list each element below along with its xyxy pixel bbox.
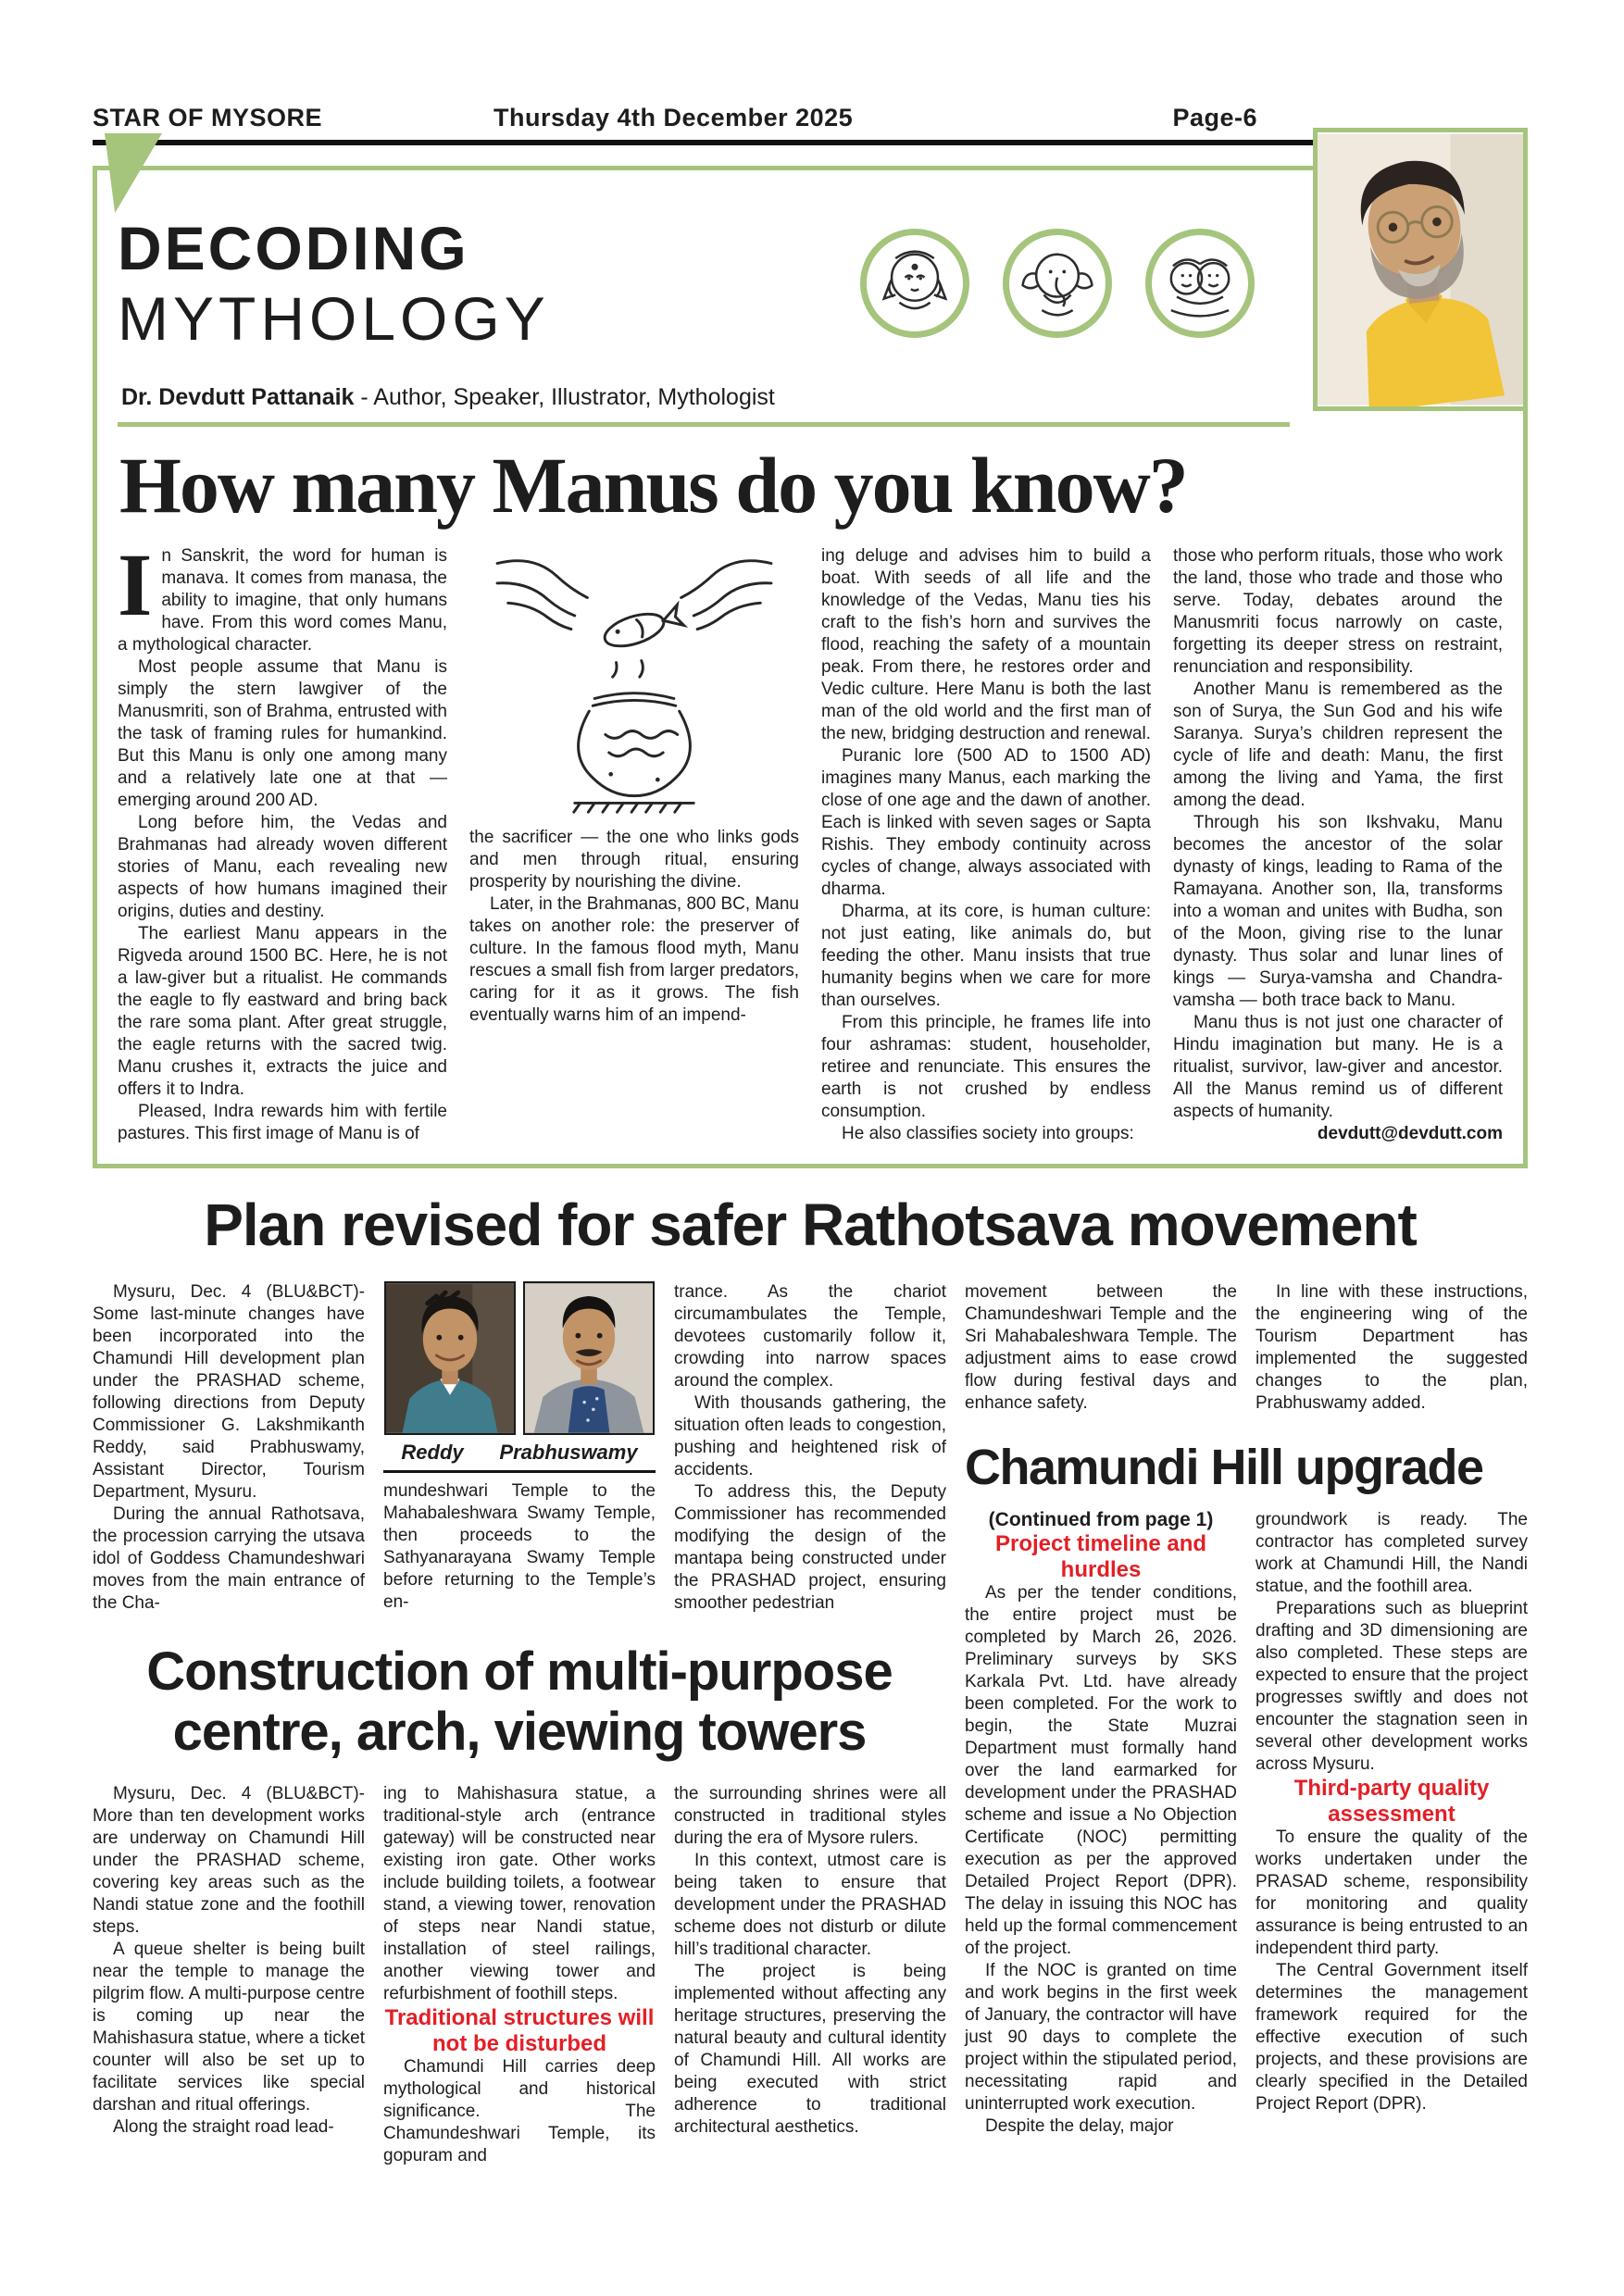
paragraph: From this principle, he frames life into four ashramas: student, householder, retiree and renunciate. This ensures the earth is not crushed by endless consumption. [821,1013,1151,1121]
paragraph: Later, in the Brahmanas, 800 BC, Manu takes on another role: the preserver of culture. In the famous flood myth, Manu rescues a small fish from larger predators, caring for it as it grows. The fish eventually warns him of an impend- [469,894,799,1025]
paragraph: In Sanskrit, the word for human is manava. It comes from manasa, the ability to imagine, that only humans have. From this word comes Manu, a mythological character. [118,535,447,655]
paragraph: ing to Mahishasura statue, a traditional-style arch (entrance gateway) will be constructed near existing iron gate. Other works include building toilets, a footwear stand, a viewing tower, renovation of steps near Nandi statue, installation of steel railings, another viewing tower and refurbishment of foothill steps. [383,1783,656,2003]
article1-col3 [821,545,1151,1145]
paragraph: Chamundi Hill carries deep mythological and historical significance. The Chamundeshwari Temple, its gopuram and [383,2057,656,2166]
decoding-mythology-section [93,166,1528,1168]
newspaper-name: STAR OF MYSORE [93,104,323,131]
officials-photos [383,1281,656,1435]
paragraph: Along the straight road lead- [113,2116,334,2137]
author-portrait-illustration [1318,132,1523,406]
article4-columns [93,1783,946,2167]
article1-columns [118,535,1503,1145]
article4-headline-line1: Construction of multi-purpose [146,1641,893,1702]
article2-headline: Plan revised for safer Rathotsava movement [204,1192,1417,1258]
lower-right [965,1281,1528,2167]
paragraph: In line with these instructions, the engineering wing of the Tourism Department has implemented the suggested changes to the plan, Prabhuswamy added. [1255,1282,1528,1413]
masthead-title-line1: DECODING [118,213,469,282]
article2-col1 [93,1281,365,1615]
paragraph: those who perform rituals, those who work the land, those who trade and those who serve. Today, debates around the Manusmriti focus narrowly on caste, forgetting its deeper stress on restraint, renunciation and responsibility. [1173,546,1503,677]
paragraph: The earliest Manu appears in the Rigveda around 1500 BC. Here, he is not a law-giver but a ritualist. He commands the eagle to fly eastward and bring back the rare soma plant. After great struggle, the eagle returns with the sacred twig. Manu crushes it, extracts the juice and offers it to Indra. [118,924,447,1099]
devdutt-pattanaik-photo [1313,128,1528,411]
paragraph: Despite the delay, major [985,2116,1174,2137]
author-titles: - Author, Speaker, Illustrator, Mythologist [354,384,775,410]
paragraph: Mysuru, Dec. 4 (BLU&BCT)- Some last-minute changes have been incorporated into the Chamundi Hill development plan under the PRASHAD scheme, following directions from Deputy Commissioner G. Lakshmikanth Reddy, said Prabhuswamy, Assistant Director, Tourism Department, Mysuru. [93,1282,365,1502]
article1-col4 [1173,545,1503,1145]
page-number: Page-6 [1172,104,1257,131]
paragraph: Another Manu is remembered as the son of Surya, the Sun God and his wife Saranya. Surya’s children represent the cycle of life and death: Manu, the first among the living and Yama, the first among the dead. [1173,680,1503,810]
caption-prabhuswamy: Prabhuswamy [499,1441,638,1464]
subhead-traditional-structures: Traditional structures will not be disturbed [384,2004,655,2056]
paragraph: To address this, the Deputy Commissioner has recommended modifying the design of the mantapa being constructed under the PRASHAD project, ensuring smoother pedestrian [674,1482,946,1613]
paragraph: movement between the Chamundeshwari Temple and the Sri Mahabaleshwara Temple. The adjustment aims to ease crowd flow during festival days and enhance safety. [965,1282,1237,1413]
masthead-title [118,213,550,353]
paragraph: As per the tender conditions, the entire project must be completed by March 26, 2026. Preliminary surveys by SKS Karkala Pvt. Ltd. have already been completed. For the work to begin, the State Muzrai Department must formally hand over the land earmarked for development under the PRASHAD scheme and issue a No Objection Certificate (NOC) permitting execution as per the approved Detailed Project Report (DPR). The delay in issuing this NOC has held up the formal commencement of the project. [965,1583,1237,1959]
ganesha-illustration-icon [1003,229,1112,338]
masthead-title-line2: MYTHOLOGY [118,283,550,353]
paragraph: Manu thus is not just one character of Hindu imagination but many. He is a ritualist, survivor, law-giver and ancestor. All the Manus remind us of different aspects of humanity. [1173,1013,1503,1121]
subhead-project-timeline: Project timeline and hurdles [994,1531,1207,1582]
paragraph: The Central Government itself determines the management framework required for the effective execution of such projects, and these provisions are clearly specified in the Detailed Project Report (DPR). [1255,1961,1528,2115]
masthead [118,183,1503,382]
caption-reddy: Reddy [401,1441,464,1464]
chamundi-columns [965,1509,1528,2138]
article2-col2 [383,1281,656,1615]
paragraph: He also classifies society into groups: [842,1124,1134,1143]
hands-fish-pot-illustration [469,547,799,817]
article2-col3 [674,1281,946,1615]
article2-col4 [965,1281,1237,1415]
byline-rule [118,422,1290,427]
masthead-illustrations [860,229,1255,338]
paragraph: Through his son Ikshvaku, Manu becomes the ancestor of the solar dynasty of kings, leading to Rama of the Ramayana. Another son, Ila, transforms into a woman and unites with Budha, son of the Moon, giving rise to the lunar dynasty. Thus solar and lunar lines of kings — Surya-vamsha and Chandra-vamsha — both trace back to Manu. [1173,813,1503,1010]
paragraph: Long before him, the Vedas and Brahmanas had already woven different stories of Manu, each revealing new aspects of how humans imagined their origins, duties and destiny. [118,813,447,921]
subhead-third-party-quality: Third-party quality assessment [1293,1776,1490,1827]
paragraph: Most people assume that Manu is simply the stern lawgiver of the Manusmriti, son of Brahma, entrusted with the task of framing rules for humankind. But this Manu is only one among many and a relatively late one at that — emerging around 200 AD. [118,657,447,810]
article2-columns [93,1281,946,1615]
article4-col2 [383,1783,656,2167]
paragraph: groundwork is ready. The contractor has completed survey work at Chamundi Hill, the Nandi statue, and the foothill area. [1255,1510,1528,1596]
article1-col1 [118,535,447,1145]
paragraph: Puranic lore (500 AD to 1500 AD) imagines many Manus, each marking the close of one age and the dawn of another. Each is linked with seven sages or Sapta Rishis. They embody continuity across cycles of change, always associated with dharma. [821,746,1151,899]
goddess-illustration-icon [860,229,969,338]
article4-col3 [674,1783,946,2167]
paragraph: Mysuru, Dec. 4 (BLU&BCT)- More than ten development works are underway on Chamundi Hill under the PRASHAD scheme, covering key areas such as the Nandi statue zone and the foothill steps. [93,1783,365,1937]
article4-headline-line2: centre, arch, viewing towers [172,1701,867,1762]
paragraph: Pleased, Indra rewards him with fertile pastures. This first image of Manu is of [118,1102,447,1143]
issue-date: Thursday 4th December 2025 [493,104,854,131]
paragraph: Preparations such as blueprint drafting and 3D dimensioning are also completed. These steps are expected to ensure that the project progresses swiftly and does not encounter the stagnation seen in several other development works across Mysuru. [1255,1599,1528,1774]
paragraph: The project is being implemented without affecting any heritage structures, preserving the natural beauty and cultural identity of Chamundi Hill. All works are being executed with strict adherence to traditional architectural aesthetics. [674,1961,946,2137]
article4-headline [93,1642,946,1763]
lower-section [93,1281,1528,2167]
paragraph: With thousands gathering, the situation often leads to congestion, pushing and heightened risk of accidents. [674,1393,946,1479]
article2-col5 [1255,1281,1528,1415]
paragraph: trance. As the chariot circumambulates the Temple, devotees customarily follow it, crowding into narrow spaces around the complex. [674,1282,946,1391]
paragraph: ing deluge and advises him to build a boat. With seeds of all life and the knowledge of the Vedas, Manu ties his craft to the fish’s horn and survives the flood, reaching the safety of a mountain peak. From there, he restores order and Vedic culture. Here Manu is both the last man of the old world and the first man of the new, bridging destruction and renewal. [821,546,1151,743]
paragraph: the sacrificer — the one who links gods and men through ritual, ensuring prosperity by nourishing the divine. [469,828,799,892]
continued-note: (Continued from page 1) [988,1509,1214,1530]
lower-left [93,1281,946,2167]
paragraph: mundeshwari Temple to the Mahabaleshwara Swamy Temple, then proceeds to the Sathyanarayana Swamy Temple before returning to the Temple’s en- [383,1481,656,1612]
article1-headline: How many Manus do you know? [119,441,1187,530]
paragraph: the surrounding shrines were all constructed in traditional styles during the era of Mysore rulers. [674,1783,946,1848]
article2-columns-right [965,1281,1528,1415]
drop-cap: I [118,535,153,634]
paragraph: During the annual Rathotsava, the procession carrying the utsava idol of Goddess Chamundeshwari moves from the main entrance of the Cha- [93,1504,365,1613]
deity-couple-illustration-icon [1145,229,1255,338]
author-email: devdutt@devdutt.com [1317,1124,1503,1143]
paragraph: In this context, utmost care is being taken to ensure that development under the PRASHAD scheme does not disturb or dilute hill’s traditional character. [674,1850,946,1959]
paragraph: To ensure the quality of the works undertaken under the PRASAD scheme, responsibility for monitoring and quality assurance is being entrusted to an independent third party. [1255,1828,1528,1959]
chamundi-headline: Chamundi Hill upgrade [965,1440,1483,1495]
paragraph: If the NOC is granted on time and work begins in the first week of January, the contractor will have just 90 days to complete the project within the stipulated period, necessitating rapid and uninterrupted work execution. [965,1961,1237,2115]
reddy-photo [384,1281,516,1435]
prabhuswamy-photo [523,1281,655,1435]
paragraph: A queue shelter is being built near the temple to manage the pilgrim flow. A multi-purpose centre is coming up near the Mahishasura statue, where a ticket counter will also be set up to facilitate services like special darshan and ritual offerings. [93,1939,365,2115]
author-name: Dr. Devdutt Pattanaik [121,384,355,410]
paragraph: Dharma, at its core, is human culture: not just eating, like animals do, but feeding the other. Manu insists that true humanity begins when we care for more than ourselves. [821,902,1151,1010]
article4-col1 [93,1783,365,2167]
chamundi-col2 [1255,1509,1528,2138]
author-byline [121,384,1503,411]
article1-col2 [469,545,799,1145]
chamundi-col1 [965,1509,1237,2138]
photo-caption [383,1439,656,1473]
